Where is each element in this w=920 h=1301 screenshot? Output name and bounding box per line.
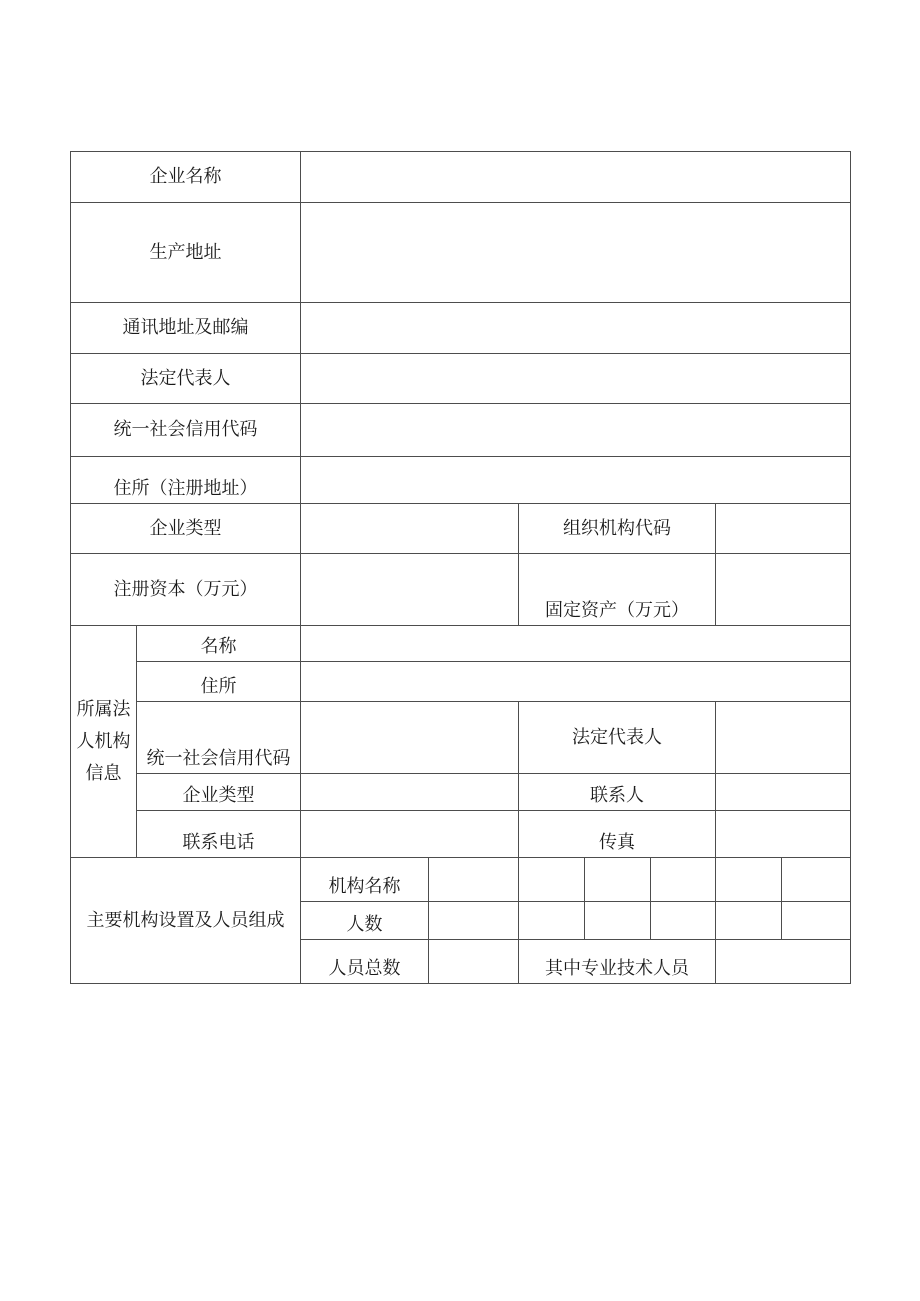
parent-legal-rep-field[interactable] <box>716 702 851 774</box>
professional-staff-field[interactable] <box>716 940 851 984</box>
enterprise-name-label: 企业名称 <box>71 152 301 203</box>
fixed-assets-field[interactable] <box>716 554 851 626</box>
parent-enterprise-type-label: 企业类型 <box>137 774 301 811</box>
credit-code-label: 统一社会信用代码 <box>71 404 301 457</box>
org-code-field[interactable] <box>716 504 851 554</box>
enterprise-type-field[interactable] <box>301 504 519 554</box>
parent-credit-code-field[interactable] <box>301 702 519 774</box>
dept-name-cell[interactable] <box>782 858 851 902</box>
parent-legal-rep-label: 法定代表人 <box>519 702 716 774</box>
registered-capital-field[interactable] <box>301 554 519 626</box>
parent-phone-label: 联系电话 <box>137 811 301 858</box>
enterprise-type-label: 企业类型 <box>71 504 301 554</box>
mailing-address-label: 通讯地址及邮编 <box>71 303 301 354</box>
headcount-cell[interactable] <box>519 902 585 940</box>
parent-org-section-label <box>71 626 137 858</box>
parent-phone-field[interactable] <box>301 811 519 858</box>
production-address-field[interactable] <box>301 203 851 303</box>
headcount-cell[interactable] <box>782 902 851 940</box>
legal-representative-label: 法定代表人 <box>71 354 301 404</box>
dept-name-cell[interactable] <box>519 858 585 902</box>
headcount-cell[interactable] <box>651 902 716 940</box>
parent-domicile-field[interactable] <box>301 662 851 702</box>
total-staff-label: 人员总数 <box>301 940 429 984</box>
headcount-cell[interactable] <box>585 902 651 940</box>
headcount-label: 人数 <box>301 902 429 940</box>
parent-credit-code-label: 统一社会信用代码 <box>137 702 301 774</box>
fixed-assets-label: 固定资产（万元） <box>519 554 716 626</box>
parent-org-label-line-1: 所属法 <box>76 698 131 720</box>
parent-enterprise-type-field[interactable] <box>301 774 519 811</box>
parent-fax-field[interactable] <box>716 811 851 858</box>
org-code-label: 组织机构代码 <box>519 504 716 554</box>
org-staff-section-label: 主要机构设置及人员组成 <box>71 858 301 984</box>
dept-name-label: 机构名称 <box>301 858 429 902</box>
parent-contact-label: 联系人 <box>519 774 716 811</box>
dept-name-cell[interactable] <box>585 858 651 902</box>
parent-name-field[interactable] <box>301 626 851 662</box>
parent-fax-label: 传真 <box>519 811 716 858</box>
parent-org-label-line-3: 信息 <box>85 762 122 784</box>
enterprise-name-field[interactable] <box>301 152 851 203</box>
registered-capital-label: 注册资本（万元） <box>71 554 301 626</box>
enterprise-info-form <box>70 151 851 984</box>
headcount-cell[interactable] <box>429 902 519 940</box>
total-staff-field[interactable] <box>429 940 519 984</box>
mailing-address-field[interactable] <box>301 303 851 354</box>
domicile-label: 住所（注册地址） <box>71 457 301 504</box>
parent-contact-field[interactable] <box>716 774 851 811</box>
legal-representative-field[interactable] <box>301 354 851 404</box>
parent-org-label-line-2: 人机构 <box>76 730 131 752</box>
dept-name-cell[interactable] <box>716 858 782 902</box>
headcount-cell[interactable] <box>716 902 782 940</box>
dept-name-cell[interactable] <box>651 858 716 902</box>
domicile-field[interactable] <box>301 457 851 504</box>
parent-domicile-label: 住所 <box>137 662 301 702</box>
credit-code-field[interactable] <box>301 404 851 457</box>
dept-name-cell[interactable] <box>429 858 519 902</box>
professional-staff-label: 其中专业技术人员 <box>519 940 716 984</box>
parent-name-label: 名称 <box>137 626 301 662</box>
production-address-label: 生产地址 <box>71 203 301 303</box>
